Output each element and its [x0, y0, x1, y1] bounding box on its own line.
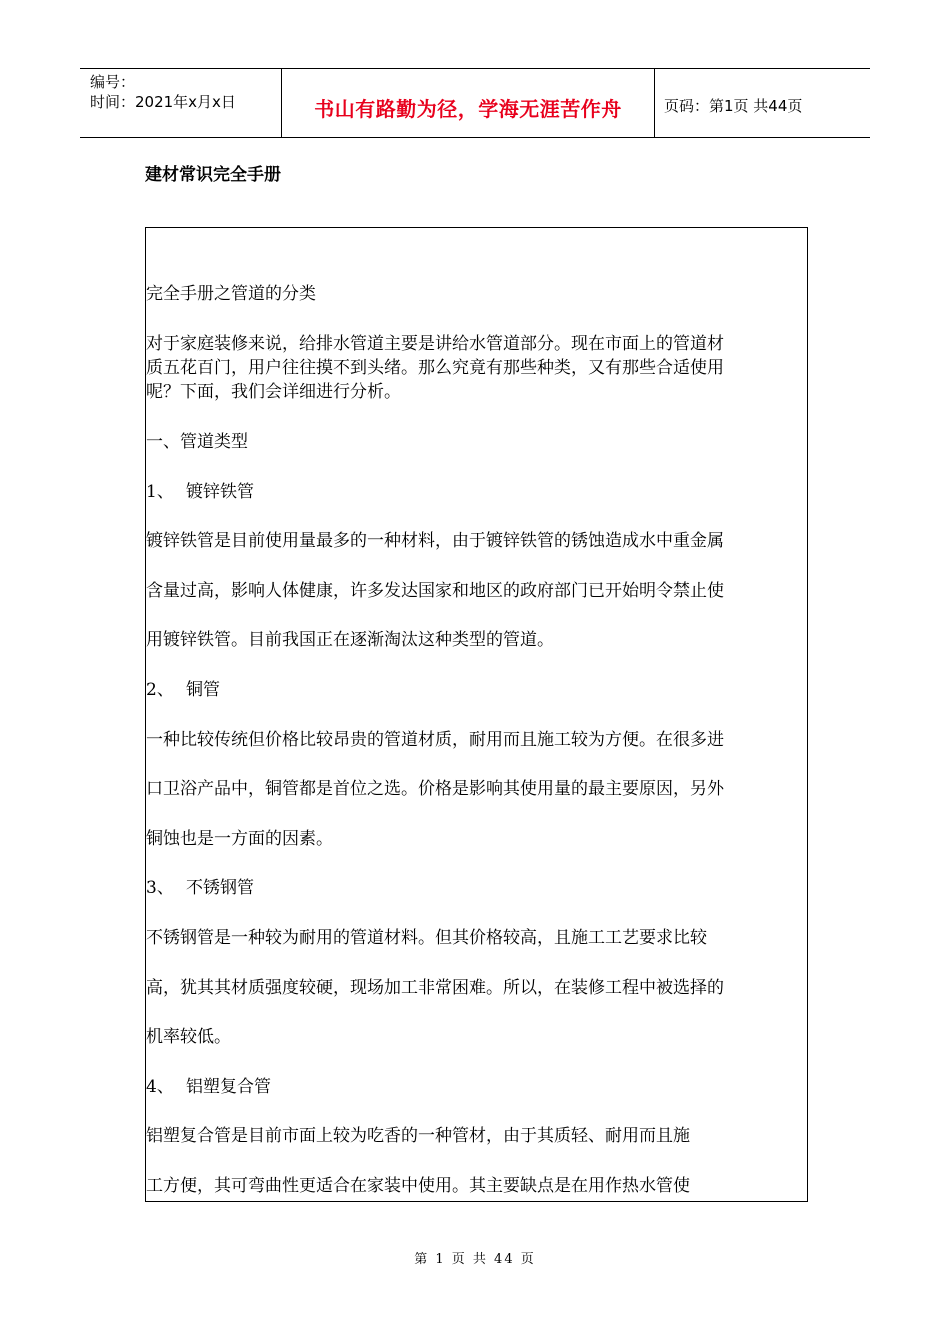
item-line: 工方便，其可弯曲性更适合在家装中使用。其主要缺点是在用作热水管使 [146, 1176, 690, 1196]
item-line: 镀锌铁管是目前使用量最多的一种材料，由于镀锌铁管的锈蚀造成水中重金属 [146, 531, 724, 551]
page-footer: 第 1 页 共 44 页 [414, 1252, 536, 1267]
item-name: 不锈钢管 [186, 878, 254, 898]
motto-text: 书山有路勤为径，学海无涯苦作舟 [314, 97, 622, 121]
item-heading [146, 1075, 271, 1099]
item-index: 3、 [146, 878, 174, 898]
item-line: 用镀锌铁管。目前我国正在逐渐淘汰这种类型的管道。 [146, 630, 554, 650]
document-header [80, 68, 870, 138]
item-line: 含量过高，影响人体健康，许多发达国家和地区的政府部门已开始明令禁止使 [146, 581, 724, 601]
item-line: 铝塑复合管是目前市面上较为吃香的一种管材，由于其质轻、耐用而且施 [146, 1126, 690, 1146]
item-name: 镀锌铁管 [186, 482, 254, 502]
item-line: 一种比较传统但价格比较昂贵的管道材质，耐用而且施工较为方便。在很多进 [146, 730, 724, 750]
header-meta-cell [80, 69, 281, 137]
item-line: 高，犹其其材质强度较硬，现场加工非常困难。所以，在装修工程中被选择的 [146, 978, 724, 998]
item-heading [146, 678, 220, 702]
date-label: 时间：2021年x月x日 [90, 93, 236, 111]
intro-line: 呢？下面，我们会详细进行分析。 [146, 382, 401, 402]
number-label: 编号： [90, 73, 136, 91]
header-page-cell [654, 69, 870, 137]
item-name: 铝塑复合管 [186, 1077, 271, 1097]
item-line: 机率较低。 [146, 1027, 231, 1047]
page-info: 页码：第1页 共44页 [664, 97, 803, 115]
section-title: 完全手册之管道的分类 [146, 284, 316, 304]
item-heading [146, 876, 254, 900]
item-index: 1、 [146, 482, 174, 502]
item-index: 4、 [146, 1077, 174, 1097]
item-name: 铜管 [186, 680, 220, 700]
intro-line: 对于家庭装修来说，给排水管道主要是讲给水管道部分。现在市面上的管道材 [146, 334, 724, 354]
item-index: 2、 [146, 680, 174, 700]
header-motto-cell [281, 69, 655, 137]
intro-line: 质五花百门，用户往往摸不到头绪。那么究竟有那些种类，又有那些合适使用 [146, 358, 724, 378]
heading-pipe-types: 一、管道类型 [146, 432, 248, 452]
content-box [145, 227, 808, 1202]
item-line: 铜蚀也是一方面的因素。 [146, 829, 333, 849]
item-line: 不锈钢管是一种较为耐用的管道材料。但其价格较高，且施工工艺要求比较 [146, 928, 707, 948]
document-title: 建材常识完全手册 [145, 165, 281, 185]
item-heading [146, 480, 254, 504]
item-line: 口卫浴产品中，铜管都是首位之选。价格是影响其使用量的最主要原因，另外 [146, 779, 724, 799]
